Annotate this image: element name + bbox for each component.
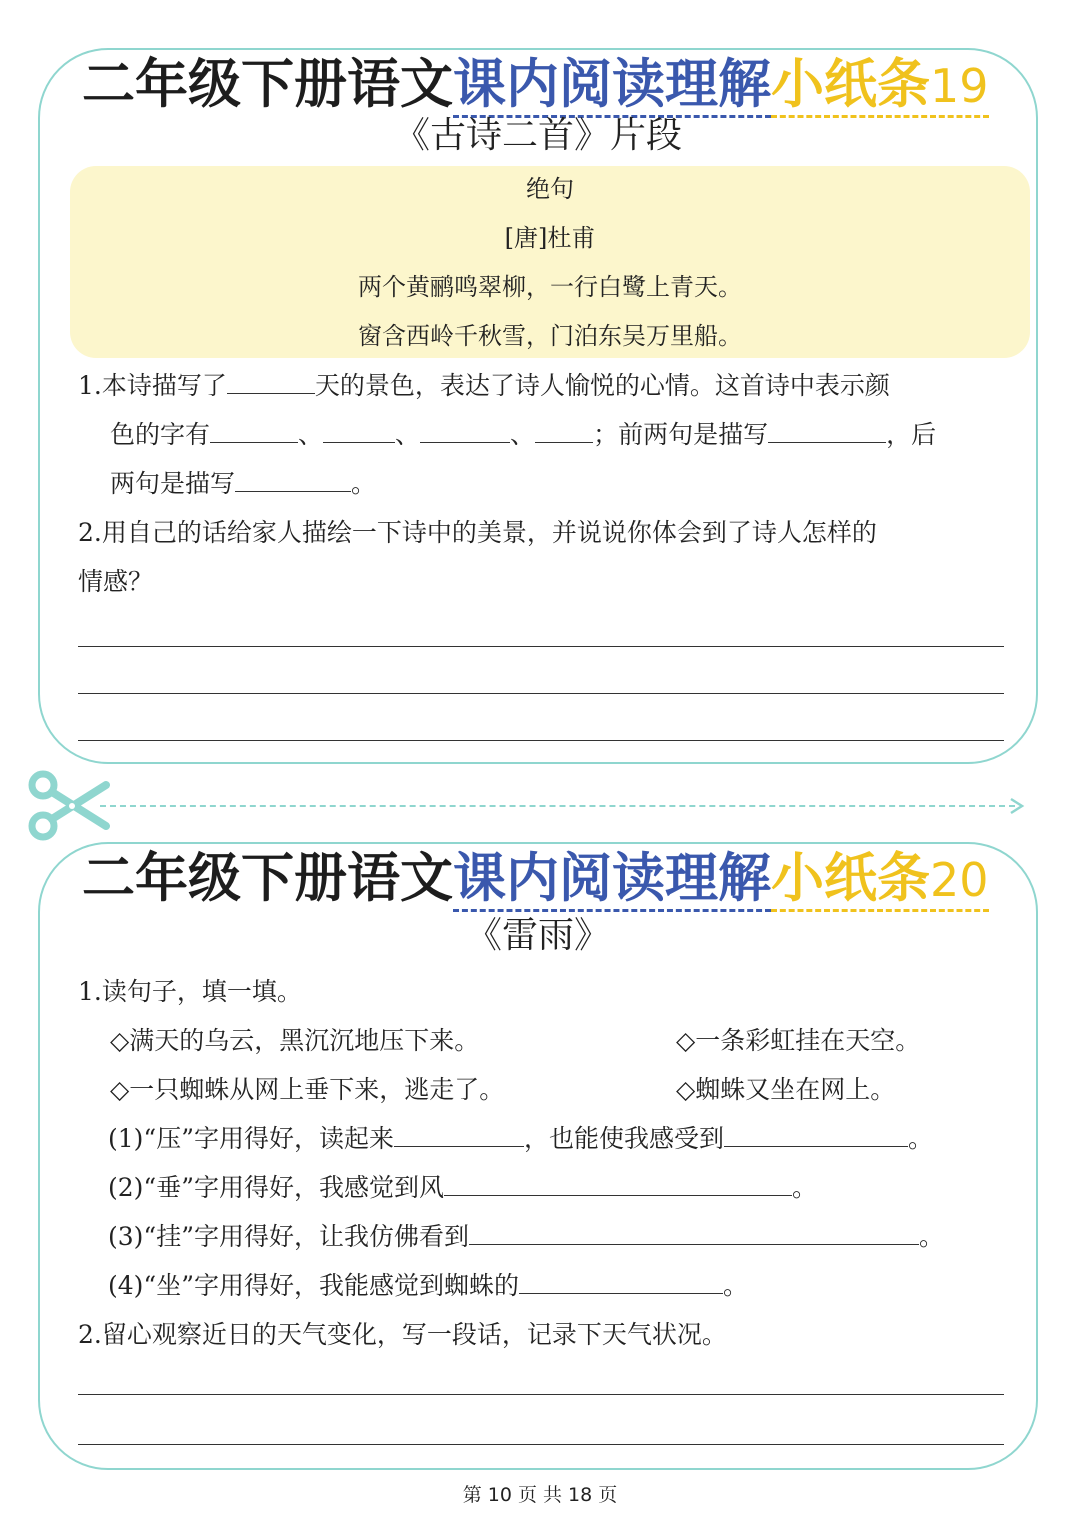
card-title	[82, 846, 989, 912]
answer-line-2[interactable]	[78, 693, 1004, 694]
sub1-text-a: (1)“压”字用得好，读起来	[108, 1124, 394, 1153]
title-note	[771, 53, 989, 118]
title-grade: 二年级下册语文	[82, 847, 453, 909]
sentence-1: ◇满天的乌云，黑沉沉地压下来。	[110, 1026, 480, 1055]
title-reading: 课内阅读理解	[453, 53, 771, 118]
poem-box	[70, 166, 1030, 358]
blank-color-3[interactable]	[420, 420, 510, 443]
blank-color-2[interactable]	[323, 420, 395, 443]
q1-text-d: ；前两句是描写	[593, 420, 769, 449]
answer-line-1[interactable]	[78, 646, 1004, 647]
sub-question-3	[108, 1221, 944, 1253]
title-note	[771, 847, 989, 912]
question-2-line-1: 2.用自己的话给家人描绘一下诗中的美景，并说说你体会到了诗人怎样的	[78, 518, 877, 547]
sub-question-1	[108, 1123, 933, 1155]
question-1-line-2	[110, 419, 936, 451]
reading-card-19	[38, 48, 1038, 764]
blank-season[interactable]	[227, 371, 315, 394]
sub3-end: 。	[918, 1222, 944, 1251]
lesson-subtitle: 《雷雨》	[465, 915, 610, 956]
blank-spider[interactable]	[519, 1271, 723, 1294]
poem-line-2: 窗含西岭千秋雪，门泊东吴万里船。	[358, 322, 742, 350]
question-2: 2.留心观察近日的天气变化，写一段话，记录下天气状况。	[78, 1320, 727, 1349]
blank-color-1[interactable]	[210, 420, 298, 443]
q1-text-b: 天的景色，表达了诗人愉悦的心情。这首诗中表示颜	[314, 371, 890, 400]
q1-sep-1: 、	[298, 420, 324, 449]
q1-sep-2: 、	[395, 420, 421, 449]
answer-line-3[interactable]	[78, 740, 1004, 741]
blank-feel[interactable]	[724, 1124, 908, 1147]
answer-line-2[interactable]	[78, 1444, 1004, 1445]
poem-line-1: 两个黄鹂鸣翠柳，一行白鹭上青天。	[358, 273, 742, 301]
sub-question-4	[108, 1270, 748, 1302]
blank-color-4[interactable]	[535, 420, 593, 443]
title-note-text: 小纸条	[771, 847, 930, 909]
q1-text-f: 两句是描写	[110, 469, 236, 498]
sentence-4: ◇蜘蛛又坐在网上。	[676, 1075, 896, 1104]
title-grade: 二年级下册语文	[82, 53, 453, 115]
card-title	[82, 52, 989, 118]
blank-wind[interactable]	[444, 1173, 792, 1196]
poem-title: 绝句	[526, 175, 574, 203]
sub1-end: 。	[908, 1124, 934, 1153]
title-number: 20	[930, 853, 989, 907]
lesson-subtitle: 《古诗二首》片段	[393, 115, 682, 156]
q1-text-e: ，后	[886, 420, 937, 449]
page-footer: 第 10 页 共 18 页	[462, 1484, 618, 1506]
blank-first-two-lines[interactable]	[768, 420, 886, 443]
sentence-2: ◇一条彩虹挂在天空。	[676, 1026, 921, 1055]
q1-text-c: 色的字有	[110, 420, 211, 449]
sentence-3: ◇一只蜘蛛从网上垂下来，逃走了。	[110, 1075, 505, 1104]
sub-question-2	[108, 1172, 817, 1204]
sub2-text-a: (2)“垂”字用得好，我感觉到风	[108, 1173, 444, 1202]
question-2-line-2: 情感？	[78, 567, 154, 596]
title-reading: 课内阅读理解	[453, 847, 771, 912]
q1-sep-3: 、	[510, 420, 536, 449]
cut-dashed-line	[100, 805, 1015, 807]
question-1-heading: 1.读句子，填一填。	[78, 977, 302, 1006]
sub4-end: 。	[722, 1271, 748, 1300]
scissors-icon	[26, 768, 110, 844]
q1-text-g: 。	[351, 469, 377, 498]
blank-last-two-lines[interactable]	[235, 469, 351, 492]
blank-read-feeling[interactable]	[394, 1124, 524, 1147]
sub3-text-a: (3)“挂”字用得好，让我仿佛看到	[108, 1222, 469, 1251]
title-note-text: 小纸条	[771, 53, 930, 115]
arrow-right-icon	[1008, 797, 1026, 815]
poem-author: [唐]杜甫	[504, 224, 596, 252]
sub2-end: 。	[791, 1173, 817, 1202]
reading-card-20	[38, 842, 1038, 1470]
answer-line-1[interactable]	[78, 1394, 1004, 1395]
question-1-line-3	[110, 468, 376, 500]
blank-see[interactable]	[469, 1222, 919, 1245]
sub4-text-a: (4)“坐”字用得好，我能感觉到蜘蛛的	[108, 1271, 519, 1300]
q1-text-a: 1.本诗描写了	[78, 371, 227, 400]
title-number: 19	[930, 59, 989, 113]
question-1-line-1	[78, 370, 890, 402]
sub1-text-b: ，也能使我感受到	[523, 1124, 724, 1153]
